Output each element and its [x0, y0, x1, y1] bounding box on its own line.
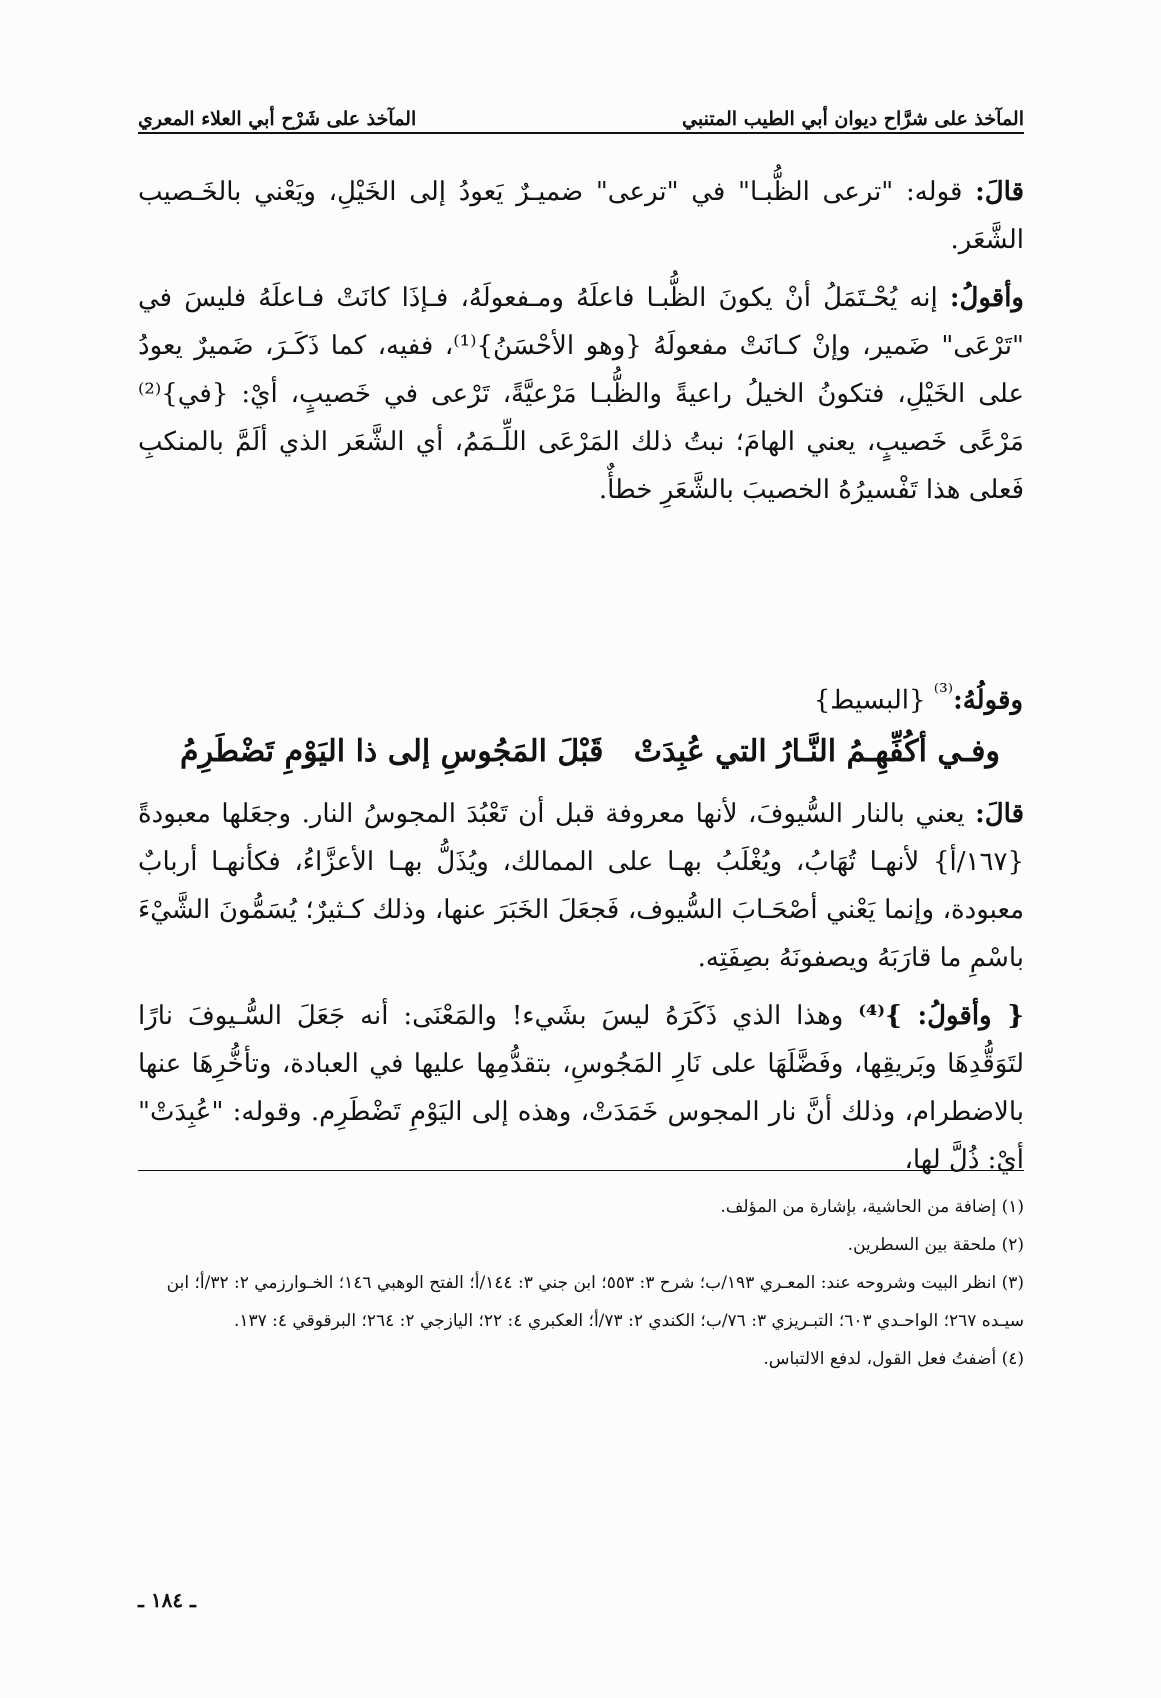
aqul-paragraph-1	[138, 274, 1024, 514]
qal-paragraph-2	[138, 790, 1024, 982]
running-header	[138, 88, 1024, 130]
verse-intro	[814, 680, 1023, 716]
footnote-1: (١) إضافة من الحاشية، بإشارة من المؤلف.	[720, 1197, 1024, 1217]
verse-intro-label: وقولُهُ:	[953, 685, 1023, 716]
qal-text: قوله: "ترعى الظُّبـا" في "ترعى" ضميـرٌ يَعودُ إلى الخَيْلِ، ويَعْني بالخَـصيب الشَّعَر.	[138, 177, 1024, 255]
qal-label: قالَ:	[975, 799, 1024, 829]
verse-hemistich-2: قَبْلَ المَجُوسِ إلى ذا اليَوْمِ تَضْطَرِمُ	[180, 734, 604, 769]
verse-meter: {البسيط}	[813, 685, 926, 716]
footnotes	[138, 1188, 1024, 1378]
verse-hemistich-1: وفـي أكُفِّهِـمُ النَّـارُ التي عُبِدَتْ	[633, 734, 1000, 769]
footnote-3: (٣) انظر البيت وشروحه عند: المعـري ١٩٣/ب؛ شرح ٣: ٥٥٣؛ ابن جني ٣: ١٤٤/أ؛ الفتح الوهبي ١٤٦؛ الخـوارزمي ٢: ٣٢/أ؛ ابن سيـده ٢٦٧؛ الواحـدي ٦٠٣؛ التبـريزي ٣: ٧٦/ب؛ الكندي ٢: ٧٣/أ؛ العكبري ٤: ٢٢؛ اليازجي ٢: ٢٦٤؛ البرقوقي ٤: ١٣٧.	[166, 1273, 1024, 1331]
page-number: ـ ١٨٤ ـ	[138, 1588, 196, 1612]
aqul-label: وأقولُ:	[949, 283, 1024, 313]
aqul-label: { وأقولُ: }⁽⁴⁾	[858, 1001, 1024, 1031]
footnote-2: (٢) ملحقة بين السطرين.	[847, 1235, 1024, 1255]
aqul-text: إنه يُحْـتَمَلُ أنْ يكونَ الظُّبـا فاعلَهُ ومـفعولَهُ، فـإذَا كانَتْ فـاعلَهُ فليسَ في "تَرْعَى" ضَمير، وإنْ كـانَتْ مفعولَهُ {وهو الأحْسَنُ}⁽¹⁾، ففيه، كما ذَكَـرَ، ضَميرٌ يعودُ على الخَيْلِ، فتكونُ الخيلُ راعيةً والظُّبـا مَرْعيَّةً، تَرْعى في خَصيبٍ، أيْ: {في}⁽²⁾ مَرْعًى خَصيبٍ، يعني الهامَ؛ نبتُ ذلك المَرْعَى اللِّـمَمُ، أي الشَّعَر الذي ألَمَّ بالمنكبِ فَعلى هذا تَفْسيرُهُ الخصيبَ بالشَّعَرِ خطأٌ.	[138, 283, 1025, 505]
section-2	[138, 790, 1024, 1194]
section-1	[138, 168, 1024, 524]
aqul-paragraph-2	[138, 992, 1024, 1184]
aqul-text: وهذا الذي ذَكَرَهُ ليسَ بشَيء! والمَعْنَى: أنه جَعَلَ السُّـيوفَ نارًا لتَوَقُّدِهَا وبَريقِها، وفَضَّلَهَا على نَارِ المَجُوسِ، بتقدُّمِها عليها في العبادة، وتأخُّرِهَا عنها بالاضطرام، وذلك أنَّ نار المجوس خَمَدَتْ، وهذه إلى اليَوْمِ تَضْطَرِم. وقوله: "عُبِدَتْ" أيْ: ذُلَّ لها،	[138, 1001, 1024, 1175]
qal-paragraph-1	[138, 168, 1024, 264]
header-left-title: المآخذ على شَرْح أبي العلاء المعري	[138, 108, 417, 130]
header-rule	[138, 132, 1024, 134]
poetry-verse	[180, 734, 1000, 784]
qal-text: يعني بالنار السُّيوفَ، لأنها معروفة قبل أن تَعْبُدَ المجوسُ النار. وجعَلها معبودةً {١٦٧/أ} لأنهـا تُهَابُ، ويُغْلَبُ بهـا على الممالك، ويُذَلُّ بهـا الأعزَّاءُ، فكأنهـا أربابٌ معبودة، وإنما يَعْني أصْحَـابَ السُّيوف، فَجعَلَ الخَبَرَ عنها، وذلك كـثيرٌ؛ يُسَمُّونَ الشَّيْءَ باسْمِ ما قارَبَهُ ويصفونَهُ بصِفَتِه.	[138, 799, 1024, 973]
header-right-title: المآخذ على شرَّاح ديوان أبي الطيب المتنبي	[682, 108, 1024, 130]
footnote-rule	[138, 1170, 1024, 1171]
verse-note-ref: ⁽³⁾	[933, 680, 954, 705]
footnote-4: (٤) أضفتُ فعل القول، لدفع الالتباس.	[763, 1349, 1024, 1369]
qal-label: قالَ:	[975, 177, 1024, 207]
